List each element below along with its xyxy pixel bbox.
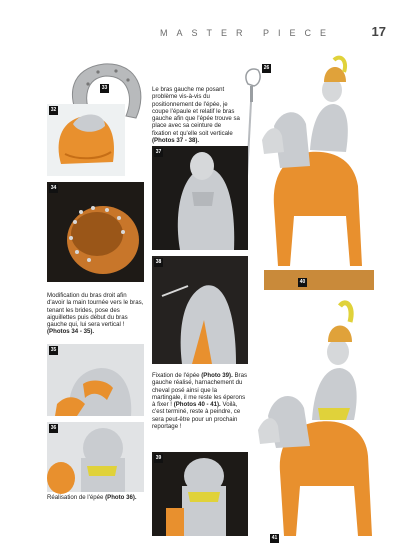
photo-number: 26 — [263, 65, 270, 71]
photo-number: 36 — [50, 425, 57, 431]
photo-number: 33 — [101, 85, 108, 91]
photo-34 — [47, 182, 144, 282]
photo-number: 34 — [50, 185, 57, 191]
photo-37 — [152, 146, 248, 250]
photo-number: 41 — [271, 535, 278, 541]
magazine-title: MASTER PIECE — [160, 28, 336, 38]
photo-41 — [254, 296, 392, 544]
photo-35 — [47, 344, 144, 416]
photo-38 — [152, 256, 248, 364]
caption-fixation: Fixation de l'épée (Photo 39). Bras gauche réalisé, harnachement du cheval posé ainsi que la martingale, il me reste les éperons à fixer ! (Photos 40 - 41). Voilà, c'est terminé, reste à peindre, ce sera peut-être pour un prochain reportage ! — [152, 372, 247, 431]
photo-number: 40 — [299, 279, 306, 285]
caption-modification: Modification du bras droit afin d'avoir la main tournée vers le bras, tenant les brides, pose des aiguillettes puis début du bras gauche qui, lui sera vertical ! (Photos 34 - 35). — [47, 292, 144, 336]
photo-number: 32 — [50, 107, 57, 113]
photo-number: 38 — [155, 259, 162, 265]
photo-32 — [47, 104, 125, 176]
photo-36 — [47, 422, 144, 492]
photo-39 — [152, 452, 248, 536]
photo-number: 35 — [50, 347, 57, 353]
caption-epee: Réalisation de l'épée (Photo 36). — [47, 494, 137, 501]
caption-bras-gauche: Le bras gauche me posant problème vis-à-vis du positionnement de l'épée, je coupe l'épaule et relatif le bras gauche afin que l'épée trouve sa place avec sa ceinture de fixation et qu'elle soit verticale (Photos 37 - 38). — [152, 86, 240, 145]
page-header — [160, 24, 400, 44]
page-number: 17 — [371, 24, 386, 39]
photo-number: 37 — [155, 149, 162, 155]
photo-number: 39 — [155, 455, 162, 461]
photo-40 — [254, 56, 382, 292]
